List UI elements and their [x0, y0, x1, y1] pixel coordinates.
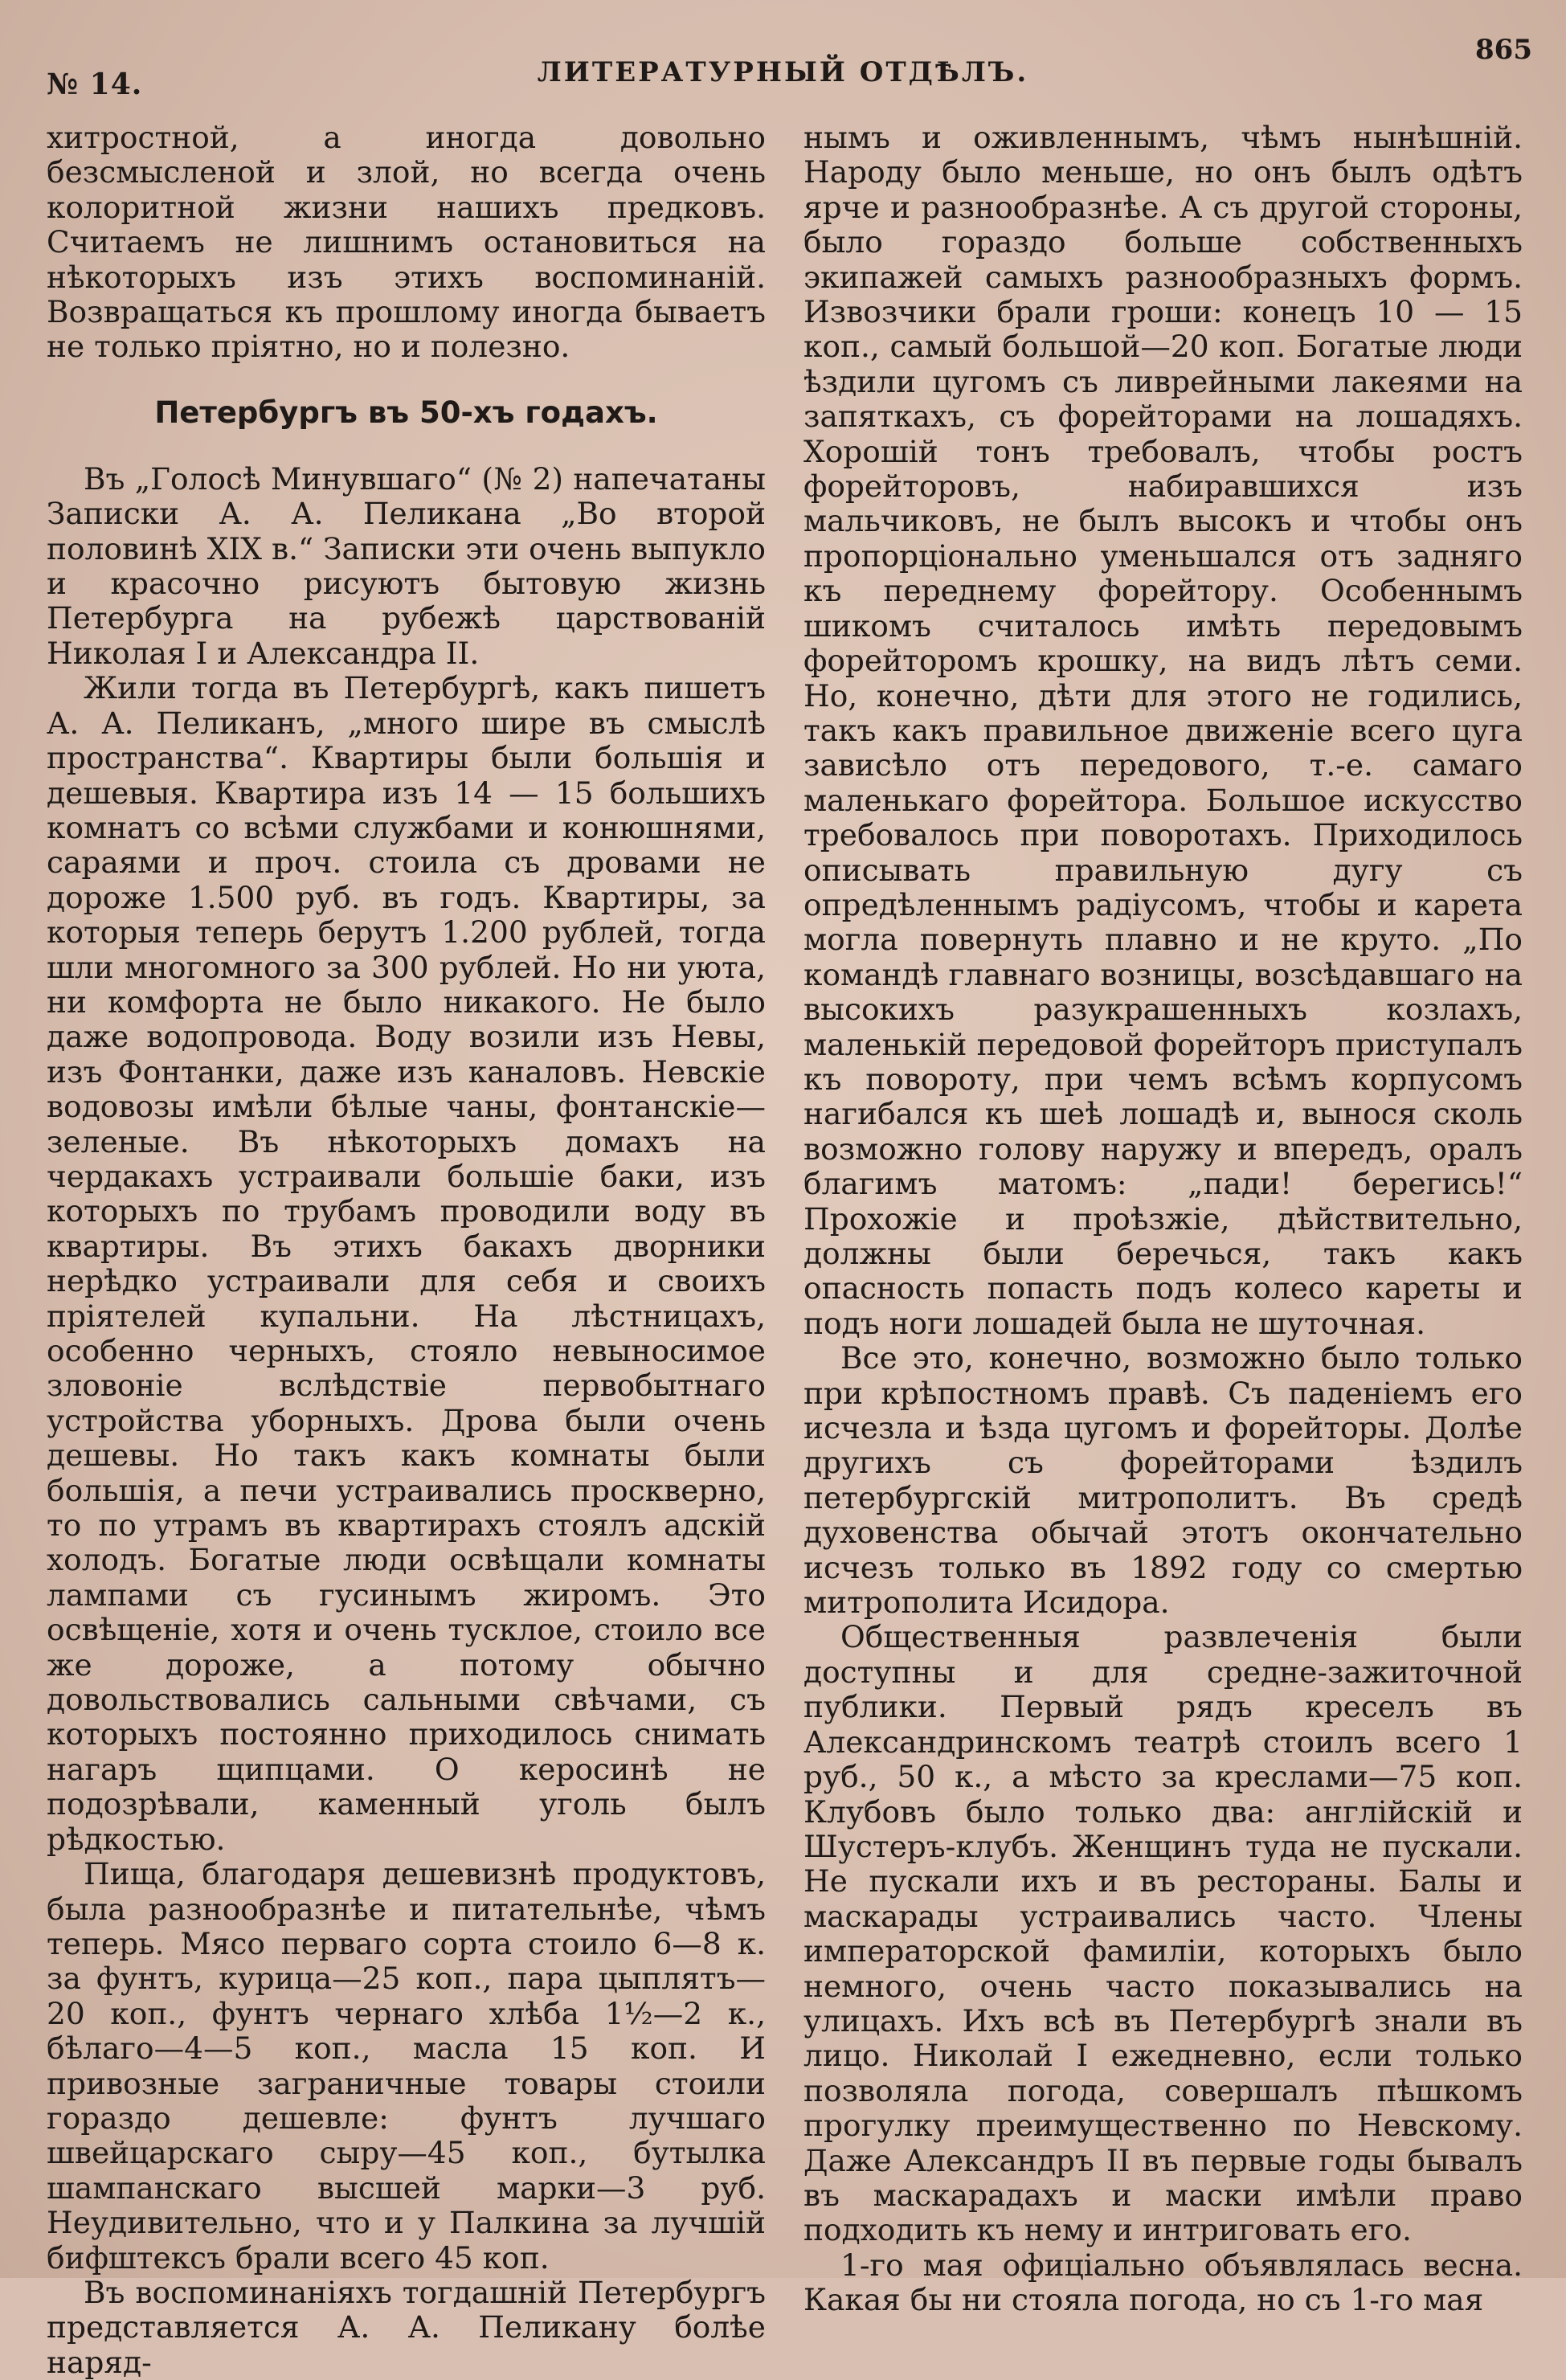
paragraph: Все это, конечно, возможно было только при крѣпостномъ правѣ. Съ паденіемъ его исчезла и ѣзда цугомъ и форейторы. Долѣе другихъ съ форейторами ѣздилъ петербургскій митрополитъ. Въ средѣ духовенства обычай этотъ окончательно исчезъ только въ 1892 году со смертью митрополита Исидора.: [803, 1340, 1523, 1621]
page-number: 865: [1475, 34, 1532, 66]
paragraph: Въ воспоминаніяхъ тогдашній Петербургъ представляется А. А. Пеликану болѣе наряд-: [47, 2274, 766, 2380]
left-column: [47, 120, 766, 2380]
running-title: ЛИТЕРАТУРНЫЙ ОТДѢЛЪ.: [537, 56, 1029, 88]
page-header: [0, 0, 1566, 129]
issue-number: № 14.: [47, 67, 143, 101]
right-column: [803, 120, 1523, 2318]
paragraph-continued: нымъ и оживленнымъ, чѣмъ нынѣшній. Народу было меньше, но онъ былъ одѣтъ ярче и разнообразнѣе. А съ другой стороны, было гораздо больше собственныхъ экипажей самыхъ разнообразныхъ формъ. Извозчики брали гроши: конецъ 10 — 15 коп., самый большой—20 коп. Богатые люди ѣздили цугомъ съ ливрейными лакеями на запяткахъ, съ форейторами на лошадяхъ. Хорошій тонъ требовалъ, чтобы ростъ форейторовъ, набиравшихся изъ мальчиковъ, не былъ высокъ и чтобы онъ пропорціонально уменьшался отъ задняго къ переднему форейтору. Особеннымъ шикомъ считалось имѣть передовымъ форейторомъ крошку, на видъ лѣтъ семи. Но, конечно, дѣти для этого не годились, такъ какъ правильное движеніе всего цуга зависѣло отъ передового, т.-е. самаго маленькаго форейтора. Большое искусство требовалось при поворотахъ. Приходилось описывать правильную дугу съ опредѣленнымъ радіусомъ, чтобы и карета могла повернуть плавно и не круто. „По командѣ главнаго возницы, возсѣдавшаго на высокихъ разукрашенныхъ козлахъ, маленькій передовой форейторъ приступалъ къ повороту, при чемъ всѣмъ корпусомъ нагибался къ шеѣ лошадѣ и, вынося сколь возможно голову наружу и впередъ, оралъ благимъ матомъ: „пади! берегись!“ Прохожіе и проѣзжіе, дѣйствительно, должны были беречься, такъ какъ опасность попасть подъ колесо кареты и подъ ноги лошадей была не шуточная.: [803, 120, 1523, 1341]
paragraph-intro: хитростной, а иногда довольно безсмысленой и злой, но всегда очень колоритной жизни нашихъ предковъ. Считаемъ не лишнимъ остановиться на нѣкоторыхъ изъ этихъ воспоминаній. Возвращаться къ прошлому иногда бываетъ не только пріятно, но и полезно.: [47, 120, 766, 365]
paragraph: Общественныя развлеченія были доступны и для средне-зажиточной публики. Первый рядъ креселъ въ Александринскомъ театрѣ стоилъ всего 1 руб., 50 к., а мѣсто за креслами—75 коп. Клубовъ было только два: англійскій и Шустеръ-клубъ. Женщинъ туда не пускали. Не пускали ихъ и въ рестораны. Балы и маскарады устраивались часто. Члены императорской фамиліи, которыхъ было немного, очень часто показывались на улицахъ. Ихъ всѣ въ Петербургѣ знали въ лицо. Николай I ежедневно, если только позволяла погода, совершалъ пѣшкомъ прогулку преимущественно по Невскому. Даже Александръ II въ первые годы бывалъ въ маскарадахъ и маски имѣли право подходить къ нему и интриговать его.: [803, 1619, 1523, 2248]
paragraph: Въ „Голосѣ Минувшаго“ (№ 2) напечатаны Записки А. А. Пеликана „Во второй половинѣ XIX в.“ Записки эти очень выпукло и красочно рисуютъ бытовую жизнь Петербурга на рубежѣ царствованій Николая I и Александра II.: [47, 460, 766, 671]
paragraph: Жили тогда въ Петербургѣ, какъ пишетъ А. А. Пеликанъ, „много шире въ смыслѣ пространства“. Квартиры были большія и дешевыя. Квартира изъ 14 — 15 большихъ комнатъ со всѣми службами и конюшнями, сараями и проч. стоила съ дровами не дороже 1.500 руб. въ годъ. Квартиры, за которыя теперь берутъ 1.200 рублей, тогда шли многомного за 300 рублей. Но ни уюта, ни комфорта не было никакого. Не было даже водопровода. Воду возили изъ Невы, изъ Фонтанки, даже изъ каналовъ. Невскіе водовозы имѣли бѣлые чаны, фонтанскіе—зеленые. Въ нѣкоторыхъ домахъ на чердакахъ устраивали большіе баки, изъ которыхъ по трубамъ проводили воду въ квартиры. Въ этихъ бакахъ дворники нерѣдко устраивали для себя и своихъ пріятелей купальни. На лѣстницахъ, особенно черныхъ, стояло невыносимое зловоніе вслѣдствіе первобытнаго устройства уборныхъ. Дрова были очень дешевы. Но такъ какъ комнаты были большія, а печи устраивались проскверно, то по утрамъ въ квартирахъ стоялъ адскій холодъ. Богатые люди освѣщали комнаты лампами съ гусинымъ жиромъ. Это освѣщеніе, хотя и очень тусклое, стоило все же дороже, а потому обычно довольствовались сальными свѣчами, съ которыхъ постоянно приходилось снимать нагаръ щипцами. О керосинѣ не подозрѣвали, каменный уголь былъ рѣдкостью.: [47, 670, 766, 1857]
paragraph: Пища, благодаря дешевизнѣ продуктовъ, была разнообразнѣе и питательнѣе, чѣмъ теперь. Мясо перваго сорта стоило 6—8 к. за фунтъ, курица—25 коп., пара цыплятъ—20 коп., фунтъ чернаго хлѣба 1½—2 к., бѣлаго—4—5 коп., масла 15 коп. И привозные заграничные товары стоили гораздо дешевле: фунтъ лучшаго швейцарскаго сыру—45 коп., бутылка шампанскаго высшей марки—3 руб. Неудивительно, что и у Палкина за лучшій бифштексъ брали всего 45 коп.: [47, 1856, 766, 2276]
paragraph: 1-го мая офиціально объявлялась весна. Какая бы ни стояла погода, но съ 1-го мая: [803, 2247, 1523, 2318]
section-title: Петербургъ въ 50-хъ годахъ.: [154, 395, 658, 430]
